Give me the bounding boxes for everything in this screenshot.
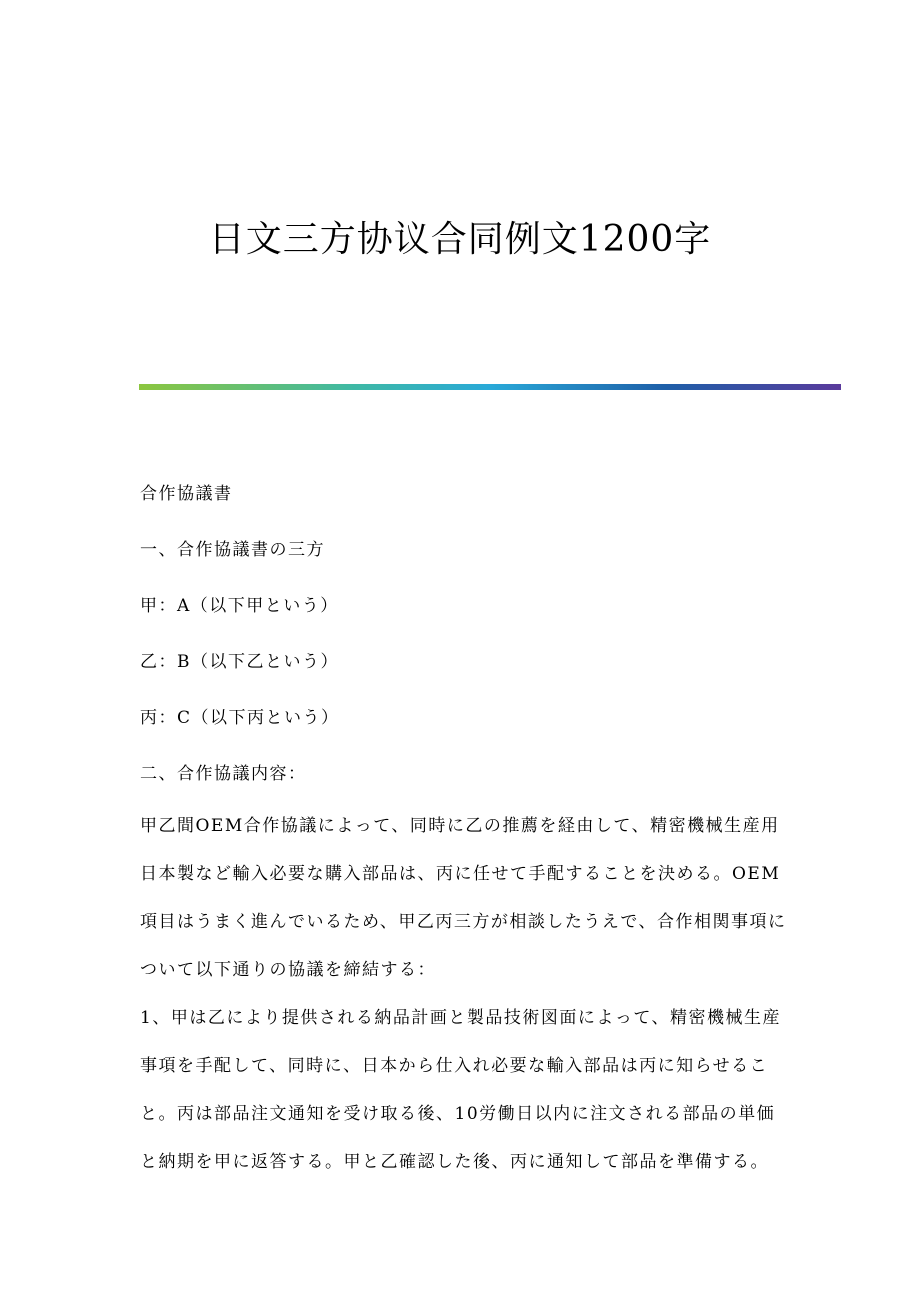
section-content-heading: 二、合作協議内容：	[140, 764, 307, 784]
document-title: 日文三方协议合同例文1200字	[208, 219, 712, 260]
section-parties-heading: 一、合作協議書の三方	[140, 540, 325, 560]
party-a-line: 甲：A（以下甲という）	[140, 596, 339, 616]
clause-1-paragraph: 1、甲は乙により提供される納品計画と製品技術図面によって、精密機械生産事項を手配して、同時に、日本から仕入れ必要な輸入部品は丙に知らせること。丙は部品注文通知を受け取る後、10労働日以内に注文される部品の単価と納期を甲に返答する。甲と乙確認した後、丙に通知して部品を準備する。	[140, 1008, 781, 1172]
heading-agreement: 合作協議書	[140, 484, 233, 504]
party-b-line: 乙：B（以下乙という）	[140, 652, 339, 672]
title-divider	[139, 384, 841, 390]
document-body	[140, 466, 790, 1186]
party-c-line: 丙：C（以下丙という）	[140, 708, 340, 728]
intro-paragraph: 甲乙間OEM合作協議によって、同時に乙の推薦を経由して、精密機械生産用日本製など輸入必要な購入部品は、丙に任せて手配することを決める。OEM項目はうまく進んでいるため、甲乙丙三方が相談したうえで、合作相関事項について以下通りの協議を締結する：	[140, 816, 787, 980]
